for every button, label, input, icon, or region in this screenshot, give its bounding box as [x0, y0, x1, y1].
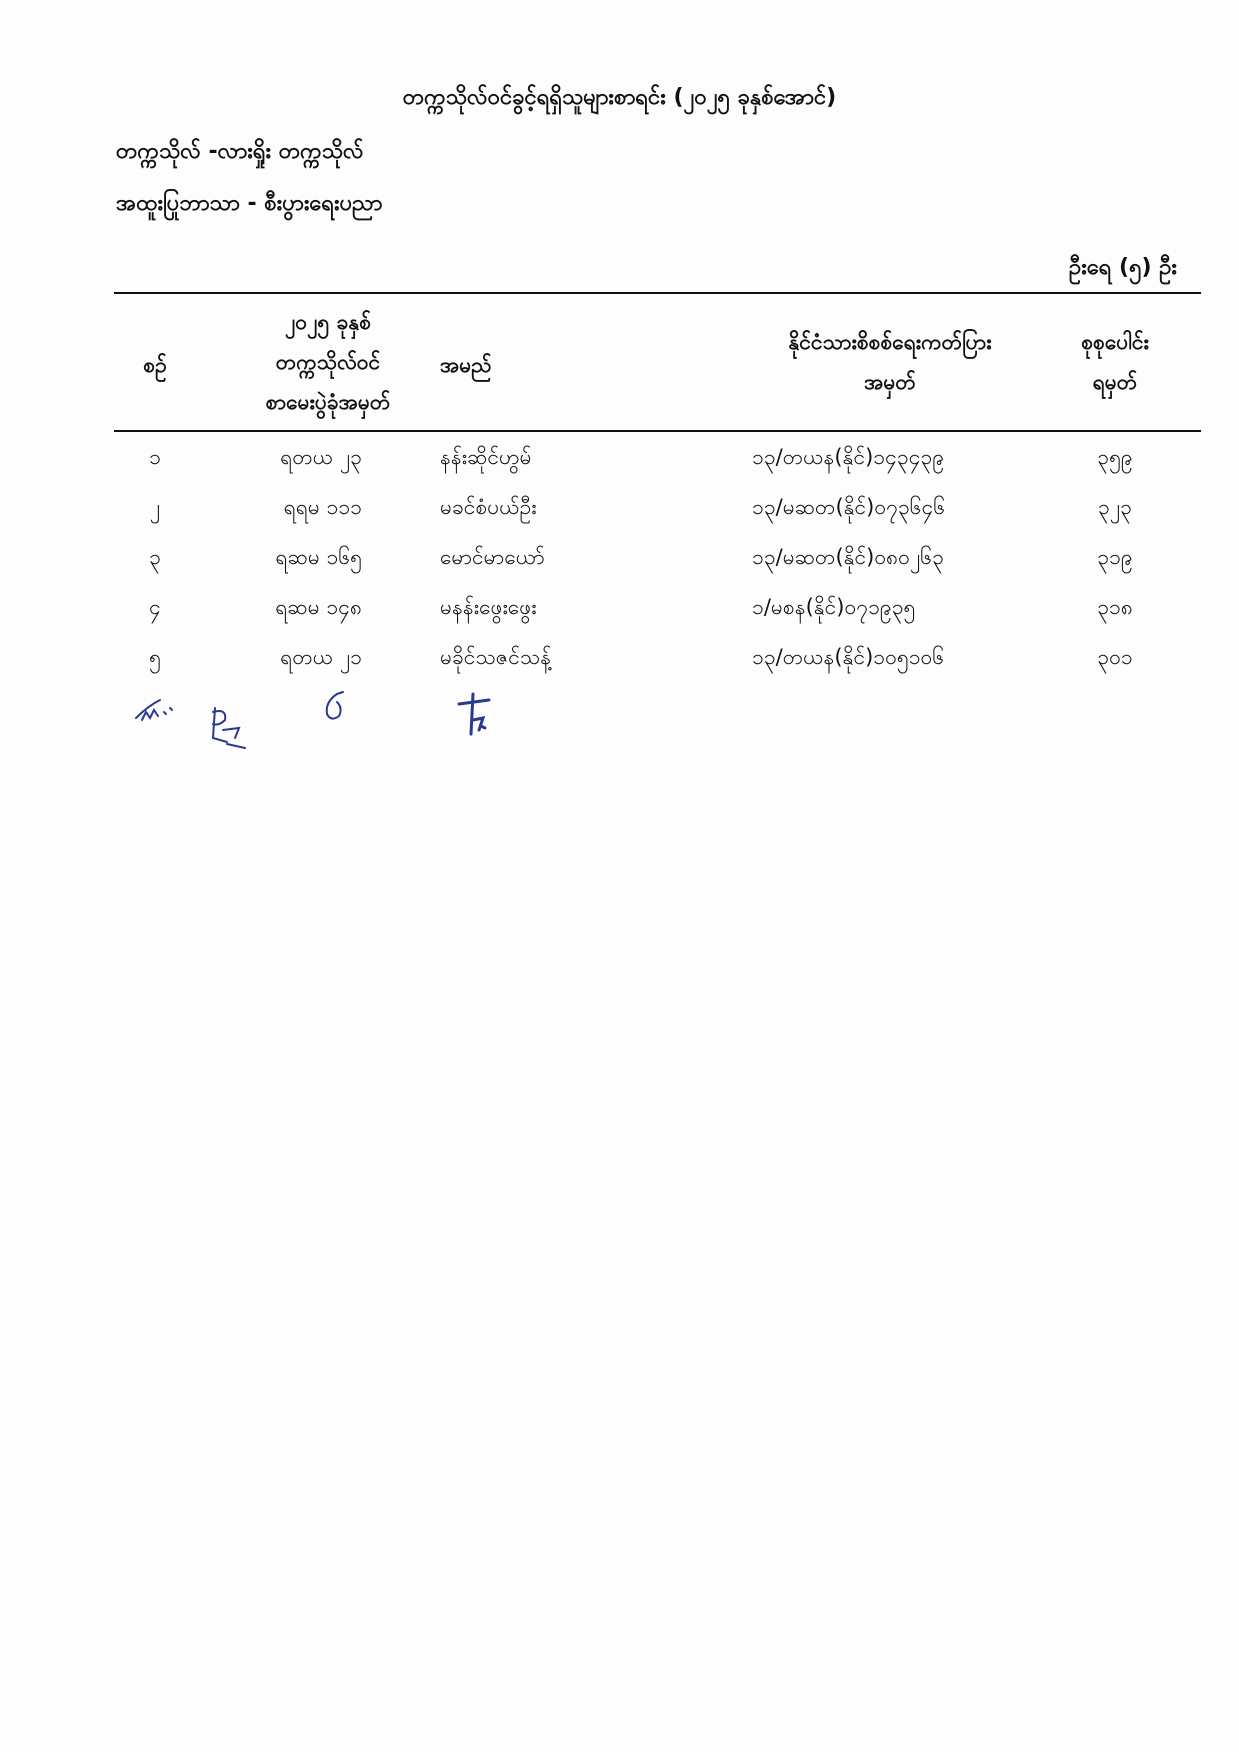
row-seat: ရရမ ၁၁၁ [283, 495, 362, 519]
row-no: ၂ [149, 495, 161, 519]
table-header-rule [114, 430, 1201, 432]
page-title: တက္ကသိုလ်ဝင်ခွင့်ရရှိသူများစာရင်း (၂၀၂၅ ခုနှစ်အောင်) [402, 85, 837, 110]
table-body [0, 438, 1239, 688]
row-seat: ရတယ ၂၁ [280, 645, 362, 669]
row-seat: ရဆမ ၁၄၈ [275, 595, 362, 619]
row-name: မခိုင်သဇင်သန့် [440, 645, 552, 669]
header-nrc-line2: အမှတ် [864, 370, 916, 394]
row-nrc: ၁၃/မဆတ(နိုင်)၀၈၀၂၆၃ [752, 545, 944, 569]
row-name: နန်းဆိုင်ဟွမ် [440, 445, 532, 469]
row-seat: ရတယ ၂၃ [280, 445, 362, 469]
row-nrc: ၁၃/မဆတ(နိုင်)၀၇၃၆၄၆ [752, 495, 946, 519]
row-marks: ၃၀၁ [1097, 645, 1133, 669]
header-name: အမည် [440, 353, 492, 377]
university-line: တက္ကသိုလ် -လားရှိုး တက္ကသိုလ် [116, 139, 364, 164]
row-seat: ရဆမ ၁၆၅ [275, 545, 362, 569]
table-row [0, 588, 1239, 638]
signature-4 [455, 690, 495, 740]
row-name: မခင်စံပယ်ဦး [440, 495, 537, 519]
row-nrc: ၁၃/တယန(နိုင်)၁၀၅၁၀၆ [752, 645, 945, 669]
header-no: စဉ် [143, 353, 167, 377]
table-top-rule [114, 292, 1201, 294]
row-marks: ၃၅၉ [1097, 445, 1133, 469]
header-nrc-line1: နိုင်ငံသားစိစစ်ရေးကတ်ပြား [788, 330, 992, 354]
table-row [0, 438, 1239, 488]
signatures [130, 680, 530, 760]
signature-2 [205, 698, 260, 753]
row-no: ၁ [149, 445, 161, 469]
row-nrc: ၁၃/တယန(နိုင်)၁၄၃၄၃၉ [752, 445, 945, 469]
header-seat-line2: တက္ကသိုလ်ဝင် [275, 350, 381, 374]
signature-1 [130, 688, 190, 738]
header-seat-number [218, 302, 438, 422]
row-marks: ၃၁၈ [1097, 595, 1133, 619]
header-marks-line1: စုစုပေါင်း [1081, 330, 1149, 354]
major-line: အထူးပြုဘာသာ - စီးပွားရေးပညာ [116, 191, 383, 216]
row-name: မောင်မာယော် [440, 545, 545, 569]
header-seat-line1: ၂၀၂၅ ခုနှစ် [284, 310, 372, 334]
row-marks: ၃၁၉ [1097, 545, 1133, 569]
row-no: ၄ [149, 595, 161, 619]
header-marks-line2: ရမှတ် [1092, 370, 1138, 394]
signature-3 [315, 688, 355, 728]
row-marks: ၃၂၃ [1098, 495, 1132, 519]
header-marks [1040, 322, 1190, 402]
row-nrc: ၁/မစန(နိုင်)၀၇၁၉၃၅ [752, 595, 916, 619]
row-no: ၅ [149, 645, 161, 669]
row-no: ၃ [149, 545, 161, 569]
row-name: မနန်းဖွေးဖွေး [440, 595, 537, 619]
total-count: ဦးရေ (၅) ဦး [1069, 255, 1177, 280]
header-nrc [700, 322, 1080, 402]
header-seat-line3: စာမေးပွဲခုံအမှတ် [265, 390, 391, 414]
table-row [0, 488, 1239, 538]
table-row [0, 538, 1239, 588]
